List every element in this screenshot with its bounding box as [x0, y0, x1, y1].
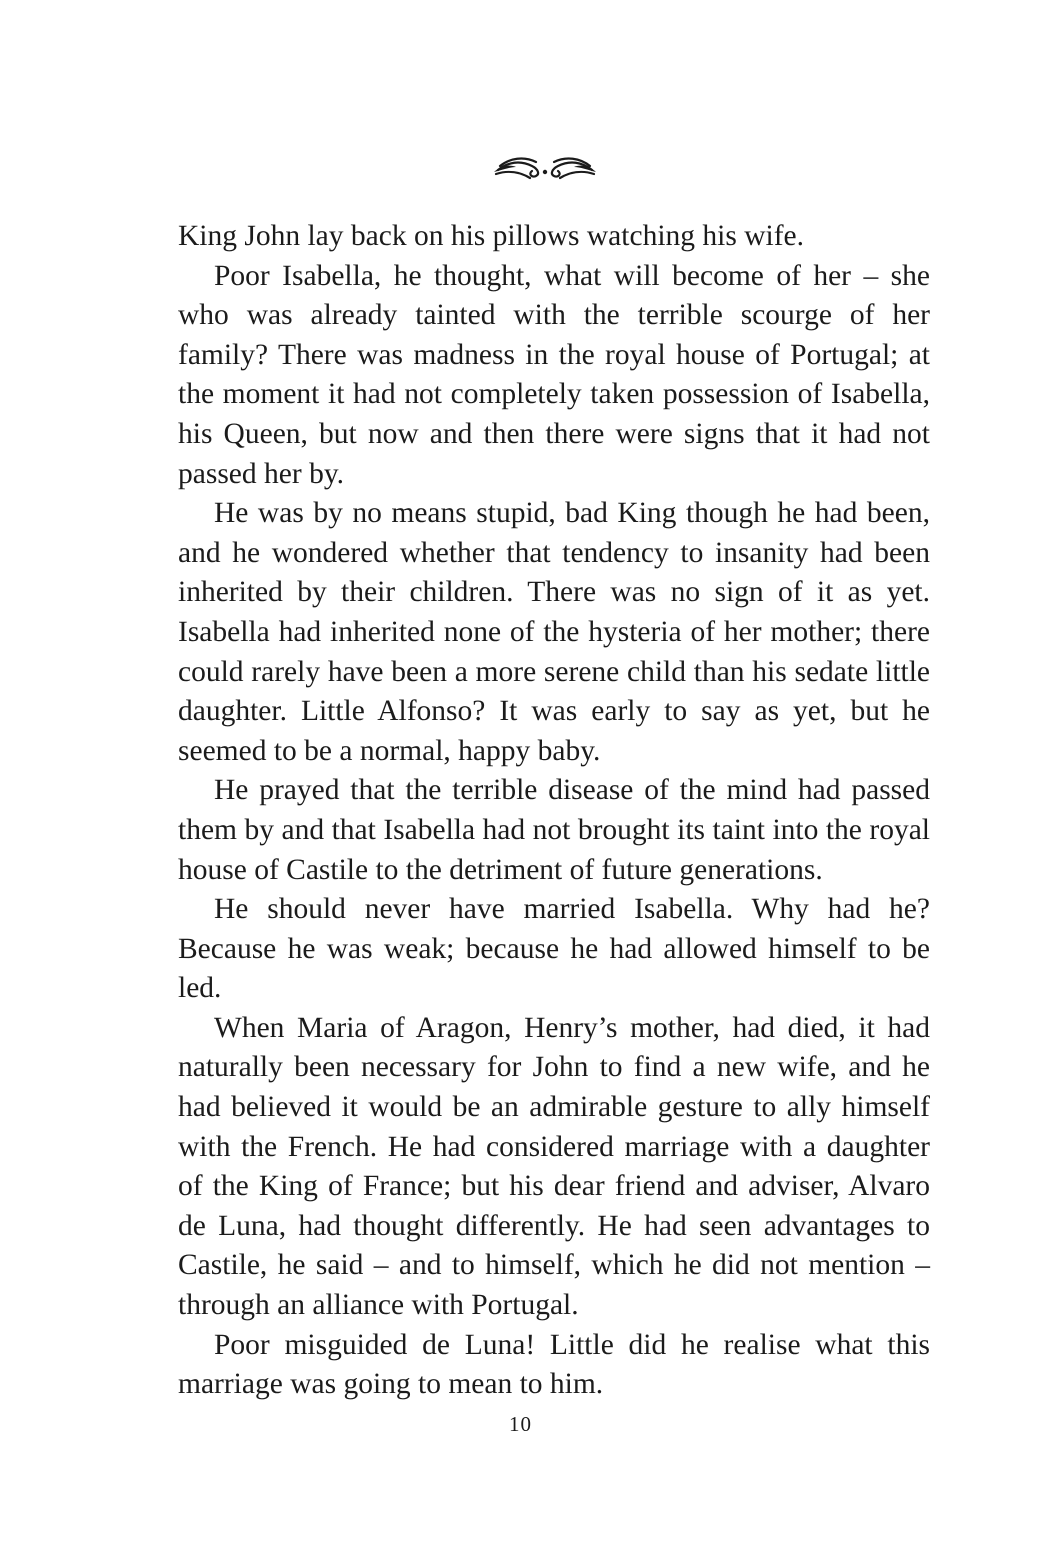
paragraph: He prayed that the terrible disease of the mind had passed them by and that Isabella had not brought its taint into the royal house of Castile to the detriment of future generations.	[178, 774, 930, 886]
body-text	[178, 217, 930, 1405]
paragraph: King John lay back on his pillows watching his wife.	[178, 220, 804, 252]
page-number: 10	[509, 1412, 532, 1436]
paragraph: He was by no means stupid, bad King though he had been, and he wondered whether that tendency to insanity had been inherited by their children. There was no sign of it as yet. Isabella had inherited none of the hysteria of her mother; there could rarely have been a more serene child than his sedate little daughter. Little Alfonso? It was early to say as yet, but he seemed to be a normal, happy baby.	[178, 497, 930, 767]
paragraph: Poor misguided de Luna! Little did he realise what this marriage was going to mean to him.	[178, 1328, 930, 1401]
paragraph: Poor Isabella, he thought, what will become of her – she who was already tainted with the terrible scourge of her family? There was madness in the royal house of Portugal; at the moment it had not completely taken possession of Isabella, his Queen, but now and then there were signs that it had not passed her by.	[178, 259, 930, 490]
scroll-flourish-icon	[480, 148, 610, 188]
paragraph: He should never have married Isabella. Why had he? Because he was weak; because he had allowed himself to be led.	[178, 893, 930, 1005]
paragraph: When Maria of Aragon, Henry’s mother, had died, it had naturally been necessary for John to find a new wife, and he had believed it would be an admirable gesture to ally himself with the French. He had considered marriage with a daughter of the King of France; but his dear friend and adviser, Alvaro de Luna, had thought differently. He had seen advantages to Castile, he said – and to himself, which he did not mention – through an alliance with Portugal.	[178, 1011, 930, 1322]
